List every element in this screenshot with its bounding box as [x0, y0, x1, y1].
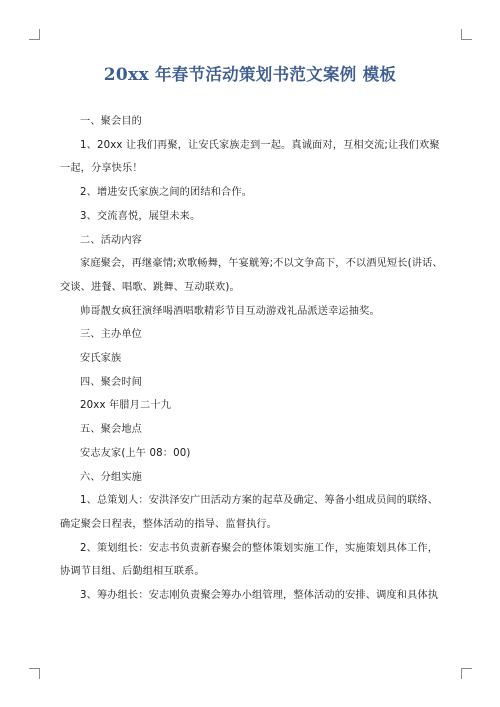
title-year: 20xx — [103, 65, 149, 85]
crop-mark-top-right — [461, 29, 472, 40]
paragraph: 1、总策划人：安洪泽安广田活动方案的起草及确定、筹备小组成员间的联络、确定聚会日程表，整体活动的指导、监督执行。 — [60, 495, 439, 530]
document-title — [0, 61, 500, 85]
paragraph: 安志友家(上午 08：00) — [80, 447, 191, 459]
paragraph: 家庭聚会，再继豪情;欢歌畅舞，午宴觥筹;不以文争高下，不以酒见短长(讲话、交谈、进餐、唱歌、跳舞、互动联欢)。 — [60, 258, 443, 293]
paragraph: 安氏家族 — [80, 353, 122, 365]
paragraph: 20xx 年腊月二十九 — [80, 400, 172, 412]
paragraph: 六、分组实施 — [80, 471, 143, 483]
paragraph: 2、策划组长：安志书负责新春聚会的整体策划实施工作，实施策划具体工作，协调节目组、后勤组相互联系。 — [60, 542, 439, 578]
crop-mark-top-left — [29, 29, 40, 40]
paragraph: 3、交流喜悦，展望未来。 — [80, 210, 201, 222]
paragraph: 3、筹办组长：安志刚负责聚会筹办小组管理，整体活动的安排、调度和具体执 — [80, 590, 439, 602]
crop-mark-bottom-left — [29, 668, 40, 679]
paragraph: 五、聚会地点 — [80, 424, 143, 436]
paragraph: 2、增进安氏家族之间的团结和合作。 — [80, 187, 253, 199]
paragraph: 三、主办单位 — [80, 329, 143, 341]
paragraph: 帅哥靓女疯狂演绎喝酒唱歌精彩节目互动游戏礼品派送幸运抽奖。 — [80, 305, 380, 317]
paragraph: 二、活动内容 — [80, 234, 143, 246]
document-body — [60, 110, 448, 608]
paragraph: 1、20xx 让我们再聚，让安氏家族走到一起。真诚面对，互相交流;让我们欢聚一起，分享快乐！ — [60, 139, 440, 175]
crop-mark-bottom-right — [461, 668, 472, 679]
title-text: 年春节活动策划书范文案例 模板 — [154, 65, 397, 84]
paragraph: 一、聚会目的 — [80, 116, 143, 127]
paragraph: 四、聚会时间 — [80, 376, 143, 388]
